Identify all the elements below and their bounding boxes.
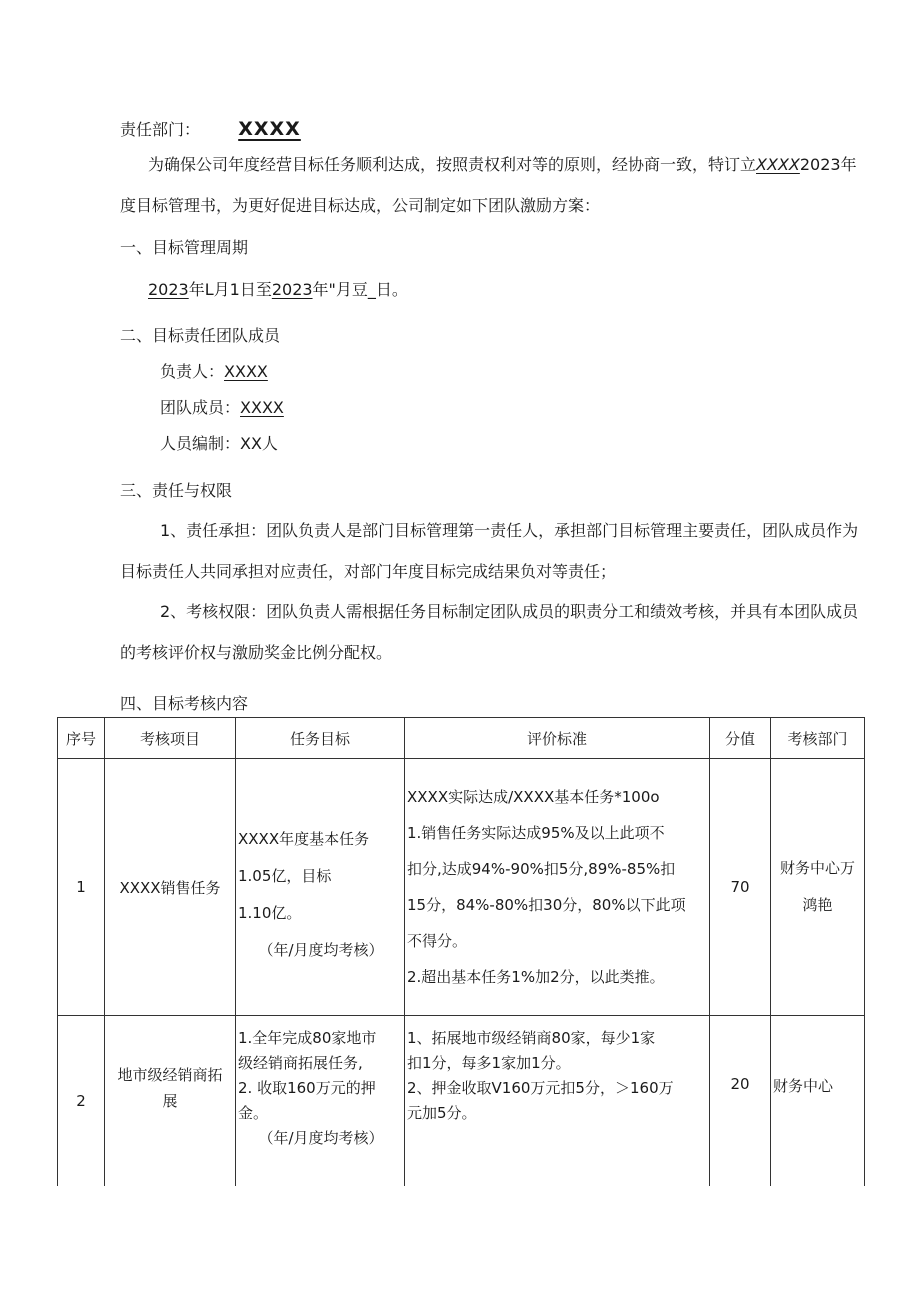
staff-line: 人员编制：XX人 <box>160 434 278 453</box>
row2-dept <box>771 1016 865 1186</box>
row1-criteria-line: 1.销售任务实际达成95%及以上此项不 <box>407 824 665 842</box>
members-value: XXXX <box>240 398 284 417</box>
row1-target-line: 1.10亿。 <box>238 904 302 922</box>
header-cell-dept: 考核部门 <box>771 718 865 759</box>
row2-item <box>105 1016 236 1186</box>
row2-criteria-line: 2、押金收取V160万元扣5分，＞160万 <box>407 1079 674 1097</box>
row1-criteria-line: 不得分。 <box>407 932 468 950</box>
period-year-start: 2023 <box>148 280 189 299</box>
intro-underlined: XXXX <box>756 155 800 174</box>
row2-criteria-line: 元加5分。 <box>407 1104 477 1122</box>
row2-criteria-line: 扣1分，每多1家加1分。 <box>407 1054 571 1072</box>
section2-title: 二、目标责任团队成员 <box>120 326 281 345</box>
row1-target-line: 1.05亿，目标 <box>238 867 332 885</box>
dept-value: XXXX <box>238 118 301 140</box>
leader-line <box>160 361 268 383</box>
section3-item1: 1、责任承担：团队负责人是部门目标管理第一责任人，承担部门目标管理主要责任，团队成员作为目标责任人共同承担对应责任，对部门年度目标完成结果负对等责任； <box>120 521 859 581</box>
row2-item-line: 地市级经销商拓 <box>117 1065 223 1084</box>
row2-no: 2 <box>58 1016 105 1186</box>
row2-criteria-line: 1、拓展地市级经销商80家，每少1家 <box>407 1029 656 1047</box>
header-cell-item: 考核项目 <box>105 718 236 759</box>
header-cell-target: 任务目标 <box>236 718 405 759</box>
period-text2: 年"月豆_日。 <box>312 280 408 299</box>
dept-line <box>120 118 301 141</box>
header-cell-criteria: 评价标准 <box>405 718 710 759</box>
period-line <box>148 279 408 301</box>
period-text1: 年L月1日至 <box>188 280 272 299</box>
section3-item2: 2、考核权限：团队负责人需根据任务目标制定团队成员的职责分工和绩效考核，并具有本团队成员的考核评价权与激励奖金比例分配权。 <box>120 602 859 662</box>
row1-criteria-line: 扣分,达成94%-90%扣5分,89%-85%扣 <box>407 860 676 878</box>
table-row <box>58 759 865 1016</box>
row1-no: 1 <box>58 759 105 1016</box>
intro-part2: 2023年度目标管理书，为更好促进目标达成，公司制定如下团队激励方案： <box>120 155 857 215</box>
table-header-row <box>58 718 865 759</box>
intro-part1: 为确保公司年度经营目标任务顺利达成，按照责权利对等的原则，经协商一致，特订立 <box>148 155 757 174</box>
row1-item: XXXX销售任务 <box>105 759 236 1016</box>
leader-value: XXXX <box>224 362 268 381</box>
members-label: 团队成员： <box>160 398 241 417</box>
row1-criteria-line: 15分，84%-80%扣30分，80%以下此项 <box>407 896 686 914</box>
row1-dept-line: 财务中心万 <box>779 859 855 877</box>
leader-label: 负责人： <box>160 362 225 381</box>
period-year-end: 2023 <box>271 280 313 299</box>
row2-target-line: 2. 收取160万元的押 <box>238 1079 376 1097</box>
row1-criteria <box>405 759 710 1016</box>
row1-criteria-line: XXXX实际达成/XXXX基本任务*100o <box>407 788 660 806</box>
row2-target-line: 1.全年完成80家地市 <box>238 1029 377 1047</box>
row2-score-value: 20 <box>730 1074 750 1093</box>
intro-paragraph <box>120 144 864 226</box>
row2-target-line: （年/月度均考核） <box>258 1129 384 1147</box>
table-row <box>58 1016 865 1186</box>
header-cell-score: 分值 <box>710 718 771 759</box>
row2-item-line: 展 <box>162 1091 178 1110</box>
row1-dept-line: 鸿艳 <box>802 896 833 914</box>
header-cell-no: 序号 <box>58 718 105 759</box>
row2-target-line: 级经销商拓展任务, <box>238 1054 363 1072</box>
dept-label: 责任部门： <box>120 120 201 139</box>
section4-title: 四、目标考核内容 <box>120 694 249 713</box>
members-line <box>160 397 284 419</box>
section3-title: 三、责任与权限 <box>120 481 233 500</box>
row1-dept <box>771 759 865 1016</box>
row2-target <box>236 1016 405 1186</box>
row2-criteria <box>405 1016 710 1186</box>
row1-target-line: （年/月度均考核） <box>258 941 384 959</box>
row2-target-line: 金。 <box>238 1104 269 1122</box>
row1-target <box>236 759 405 1016</box>
section1-title: 一、目标管理周期 <box>120 238 249 257</box>
row1-score: 70 <box>710 759 771 1016</box>
row2-dept-value: 财务中心 <box>773 1076 834 1095</box>
row1-criteria-line: 2.超出基本任务1%加2分，以此类推。 <box>407 968 665 986</box>
row2-score <box>710 1016 771 1186</box>
row1-target-line: XXXX年度基本任务 <box>238 830 370 848</box>
assessment-table <box>57 717 865 1186</box>
